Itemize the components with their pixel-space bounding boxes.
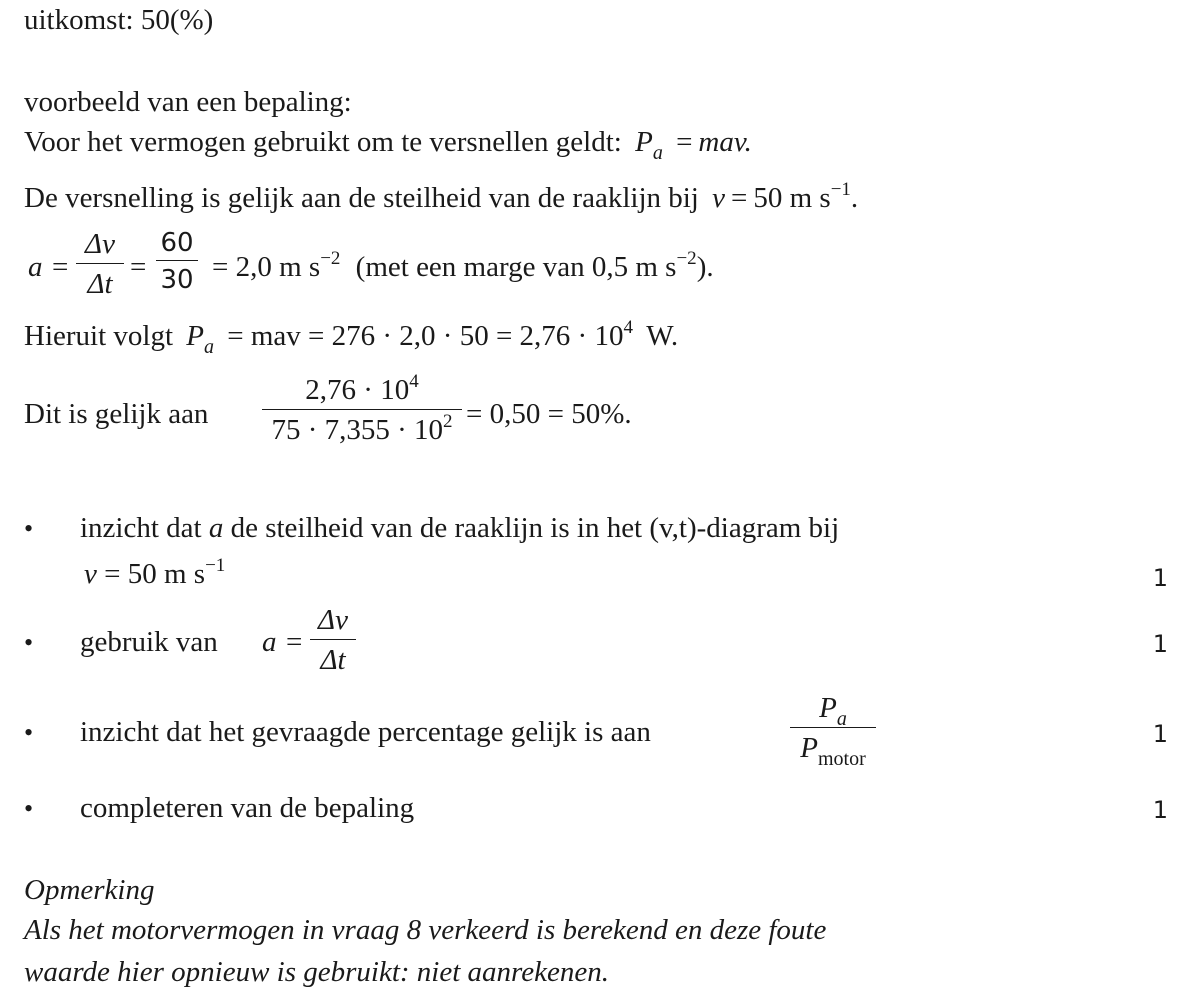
line1-symbol: P xyxy=(635,126,653,158)
example-line-2: De versnelling is gelijk aan de steilheid van de raaklijn bij v = 50 m $s^{-1}$. xyxy=(24,179,859,214)
criterion-1-score: 1 xyxy=(1152,564,1168,592)
line5-fraction xyxy=(262,371,462,446)
line2-value: 50 xyxy=(753,182,783,214)
criterion-2-text: gebruik van xyxy=(80,626,218,658)
line2-var: v xyxy=(712,182,725,214)
line3-num2: 60 xyxy=(160,228,194,258)
example-heading: voorbeeld van een bepaling: xyxy=(24,86,352,118)
line3-frac-numeric xyxy=(156,230,198,293)
criterion-2-bullet: • xyxy=(24,628,34,657)
line4-exp: 4 xyxy=(623,317,633,338)
line3-note-exp: −2 xyxy=(676,248,697,269)
example-line-4 xyxy=(24,317,679,358)
line3-note-val: 0,5 m s xyxy=(591,251,677,283)
criterion-3-num: P xyxy=(819,692,837,724)
line3-frac-symbolic xyxy=(76,230,124,299)
criterion-1-line-1 xyxy=(80,514,839,543)
criterion-1-text-pre: inzicht dat xyxy=(80,512,202,544)
criterion-2-fraction xyxy=(310,606,356,675)
line1-text: Voor het vermogen gebruikt om te versnellen geldt: xyxy=(24,126,622,158)
criterion-3-bullet: • xyxy=(24,718,34,747)
criterion-2-var: a xyxy=(262,626,277,658)
criterion-1-var: a xyxy=(208,512,224,544)
criterion-1-line-2 xyxy=(84,555,226,590)
result-value: 50(%) xyxy=(140,4,214,36)
line5-den: 75 · 7,355 · 10 xyxy=(271,414,444,446)
example-line-1: Voor het vermogen gebruikt om te versnellen geldt: $P_a$ = mav. xyxy=(24,126,752,164)
line2-end: . xyxy=(850,182,859,214)
remark-line-1: Als het motorvermogen in vraag 8 verkeerd is berekend en deze foute xyxy=(24,914,827,946)
line3-note-pre: (met een marge van xyxy=(355,251,585,283)
line5-result: = 0,50 = 50%. xyxy=(466,398,632,430)
line4-expr: = mav = 276 · 2,0 · 50 = 2,76 · 10 xyxy=(227,320,624,352)
criterion-3-den: P xyxy=(800,732,818,764)
line5-text: Dit is gelijk aan xyxy=(24,398,209,430)
line2-exp: −1 xyxy=(830,179,851,200)
criterion-4-bullet: • xyxy=(24,794,34,823)
line2-text: De versnelling is gelijk aan de steilheid van de raaklijn bij xyxy=(24,182,699,214)
criterion-3-text: inzicht dat het gevraagde percentage gelijk is aan xyxy=(80,716,651,748)
line4-text: Hieruit volgt xyxy=(24,320,174,352)
line5-den-exp: 2 xyxy=(443,411,453,432)
criterion-2-eq: = xyxy=(286,626,303,658)
criterion-3-score: 1 xyxy=(1152,720,1168,748)
line3-result: = 2,0 m s xyxy=(212,251,321,283)
line3-var: a xyxy=(28,251,43,283)
line1-sub: a xyxy=(652,142,663,164)
result-line xyxy=(24,6,213,35)
criterion-1-bullet: • xyxy=(24,514,34,543)
criterion-3-num-sub: a xyxy=(836,708,847,730)
criterion-1-line2-var: v xyxy=(84,558,97,590)
remark-title: Opmerking xyxy=(24,874,155,906)
criterion-2-score: 1 xyxy=(1152,630,1168,658)
criterion-3-den-sub: motor xyxy=(817,748,866,770)
line3-note-post: ). xyxy=(696,251,714,283)
criterion-1-line2-exp: −1 xyxy=(205,555,226,576)
line4-sub: a xyxy=(203,336,214,358)
criterion-1-line2-val: = 50 m s xyxy=(104,558,206,590)
criterion-2-den: Δt xyxy=(320,644,346,676)
remark-line-2: waarde hier opnieuw is gebruikt: niet aanrekenen. xyxy=(24,956,609,988)
line5-num-exp: 4 xyxy=(409,371,419,392)
criterion-4-score: 1 xyxy=(1152,796,1168,824)
result-label: uitkomst: xyxy=(24,4,134,36)
criterion-4-text: completeren van de bepaling xyxy=(80,792,415,824)
line3-den2: 30 xyxy=(160,265,194,295)
line3-eq1: = xyxy=(52,251,69,283)
line3-exp: −2 xyxy=(320,248,341,269)
line2-unit: m s xyxy=(789,182,831,214)
line3-num: Δv xyxy=(85,228,115,260)
line4-unit: W. xyxy=(646,320,679,352)
line4-symbol: P xyxy=(186,320,204,352)
criterion-2-num: Δv xyxy=(318,604,348,636)
criterion-3-fraction xyxy=(790,692,876,770)
line3-den: Δt xyxy=(87,268,113,300)
line1-rhs: mav. xyxy=(698,126,752,158)
line3-eq2: = xyxy=(130,251,147,283)
line5-num: 2,76 · 10 xyxy=(305,374,410,406)
criterion-1-text-post: de steilheid van de raaklijn is in het (v,t)-diagram bij xyxy=(230,512,840,544)
line3-rest xyxy=(212,248,714,283)
